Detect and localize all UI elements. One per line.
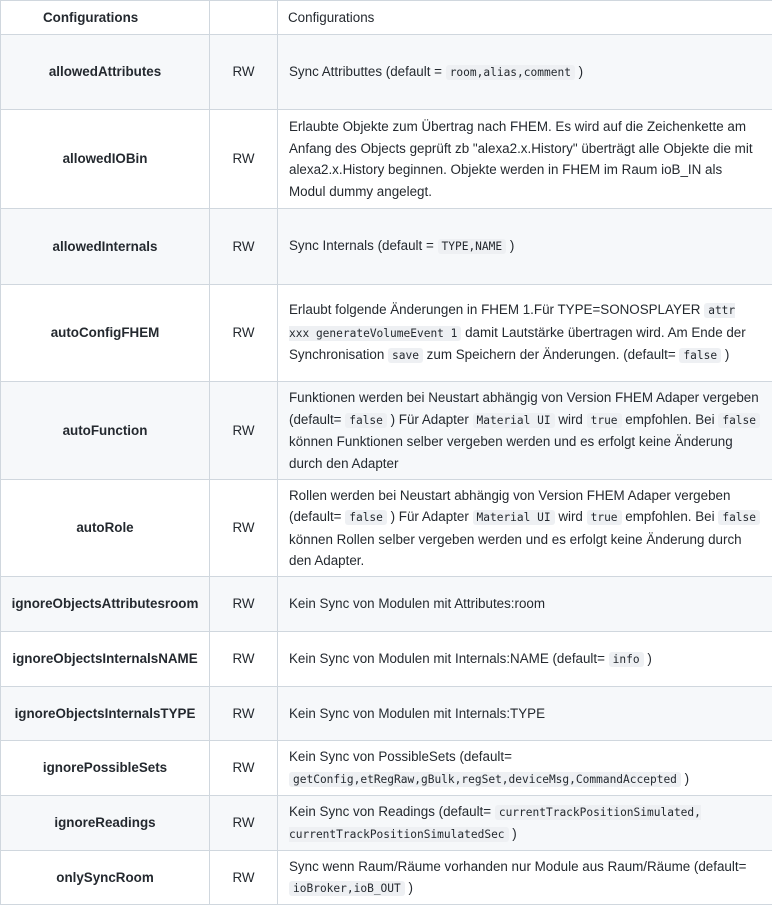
description-text: ) bbox=[506, 238, 515, 254]
config-name: ignoreReadings bbox=[1, 796, 210, 851]
description-text: Sync wenn Raum/Räume vorhanden nur Module aus Raum/Räume (default= bbox=[289, 858, 747, 874]
config-name: ignoreObjectsInternalsTYPE bbox=[1, 687, 210, 741]
description-text: Erlaubt folgende Änderungen in FHEM 1.Für TYPE=SONOSPLAYER bbox=[289, 302, 705, 318]
table-row bbox=[1, 796, 772, 851]
code-snippet: false bbox=[718, 510, 760, 525]
access-mode: RW bbox=[210, 285, 278, 382]
description-text: damit Lautstärke übertragen wird. Am Ende der Synchronisation bbox=[289, 324, 746, 363]
description-text: Funktionen werden bei Neustart abhängig von Version FHEM Adaper vergeben (default= bbox=[289, 390, 759, 427]
description-text: Erlaubte Objekte zum Übertrag nach FHEM. Es wird auf die Zeichenkette am Anfang des Objects geprüft zb "alexa2.x.History" überträgt alle Objekte die mit alexa2.x.History beginnen. Objekte werden in FHEM im Raum ioB_IN als Modul dummy angelegt. bbox=[289, 119, 753, 199]
code-snippet: true bbox=[587, 510, 622, 525]
description-text: Rollen werden bei Neustart abhängig von Version FHEM Adaper vergeben (default= bbox=[289, 487, 731, 524]
table-row bbox=[1, 480, 772, 577]
config-description bbox=[278, 480, 772, 577]
code-snippet: true bbox=[587, 413, 622, 428]
description-text: Kein Sync von Modulen mit Internals:NAME (default= bbox=[289, 650, 609, 666]
header-cell-name: Configurations bbox=[1, 1, 210, 35]
config-description bbox=[278, 35, 772, 110]
description-text: empfohlen. Bei bbox=[621, 411, 719, 427]
access-mode: RW bbox=[210, 741, 278, 796]
access-mode: RW bbox=[210, 35, 278, 110]
code-snippet: Material UI bbox=[473, 510, 555, 525]
header-row bbox=[1, 1, 772, 35]
config-name: allowedInternals bbox=[1, 209, 210, 285]
description-text: wird bbox=[554, 509, 587, 524]
config-description bbox=[278, 577, 772, 632]
access-mode: RW bbox=[210, 851, 278, 905]
description-text: wird bbox=[554, 411, 587, 427]
config-name: autoRole bbox=[1, 480, 210, 577]
header-cell-description: Configurations bbox=[278, 1, 772, 35]
table-row bbox=[1, 110, 772, 209]
code-snippet: getConfig,etRegRaw,gBulk,regSet,deviceMsg,CommandAccepted bbox=[289, 772, 681, 787]
access-mode: RW bbox=[210, 110, 278, 209]
description-text: ) bbox=[643, 650, 652, 666]
access-mode: RW bbox=[210, 209, 278, 285]
config-description bbox=[278, 796, 772, 851]
config-description bbox=[278, 741, 772, 796]
description-text: empfohlen. Bei bbox=[621, 509, 719, 524]
code-snippet: Material UI bbox=[473, 413, 555, 428]
table-row bbox=[1, 851, 772, 905]
code-snippet: attr xxx generateVolumeEvent 1 bbox=[289, 304, 736, 340]
description-text: Kein Sync von PossibleSets (default= bbox=[289, 749, 512, 764]
code-snippet: false bbox=[679, 348, 721, 363]
code-snippet: currentTrackPositionSimulated, currentTrackPositionSimulatedSec bbox=[289, 805, 701, 841]
description-text: ) Für Adapter bbox=[386, 411, 473, 427]
description-text: Kein Sync von Readings (default= bbox=[289, 803, 495, 819]
code-snippet: save bbox=[388, 348, 423, 363]
table-row bbox=[1, 577, 772, 632]
description-text: ) bbox=[404, 880, 413, 895]
table-row bbox=[1, 35, 772, 110]
config-description bbox=[278, 285, 772, 382]
description-text: Kein Sync von Modulen mit Internals:TYPE bbox=[289, 705, 546, 721]
config-name: autoConfigFHEM bbox=[1, 285, 210, 382]
config-name: ignorePossibleSets bbox=[1, 741, 210, 796]
config-name: onlySyncRoom bbox=[1, 851, 210, 905]
description-text: Sync Internals (default = bbox=[289, 238, 438, 254]
config-description bbox=[278, 687, 772, 741]
table-row bbox=[1, 632, 772, 687]
description-text: ) bbox=[574, 63, 584, 79]
config-name: autoFunction bbox=[1, 382, 210, 480]
code-snippet: false bbox=[718, 413, 760, 428]
config-description bbox=[278, 110, 772, 209]
code-snippet: info bbox=[609, 652, 644, 667]
access-mode: RW bbox=[210, 687, 278, 741]
description-text: Sync Attributtes (default = bbox=[289, 63, 446, 79]
config-description bbox=[278, 382, 772, 480]
code-snippet: TYPE,NAME bbox=[438, 239, 507, 254]
description-text: ) Für Adapter bbox=[386, 509, 473, 524]
header-cell-access bbox=[210, 1, 278, 35]
access-mode: RW bbox=[210, 382, 278, 480]
access-mode: RW bbox=[210, 796, 278, 851]
description-text: können Funktionen selber vergeben werden und es erfolgt keine Änderung durch den Adapter bbox=[289, 434, 733, 471]
config-description bbox=[278, 851, 772, 905]
table-row bbox=[1, 285, 772, 382]
description-text: ) bbox=[680, 770, 690, 786]
access-mode: RW bbox=[210, 577, 278, 632]
config-name: allowedAttributes bbox=[1, 35, 210, 110]
description-text: können Rollen selber vergeben werden und es erfolgt keine Änderung durch den Adapter. bbox=[289, 531, 742, 568]
code-snippet: false bbox=[345, 413, 387, 428]
description-text: Kein Sync von Modulen mit Attributes:room bbox=[289, 596, 546, 612]
config-description bbox=[278, 632, 772, 687]
code-snippet: false bbox=[345, 510, 387, 525]
description-text: zum Speichern der Änderungen. (default= bbox=[422, 347, 680, 363]
description-text: ) bbox=[721, 347, 730, 363]
table-row bbox=[1, 382, 772, 480]
table-row bbox=[1, 741, 772, 796]
access-mode: RW bbox=[210, 480, 278, 577]
config-name: ignoreObjectsInternalsNAME bbox=[1, 632, 210, 687]
table-row bbox=[1, 687, 772, 741]
config-name: allowedIOBin bbox=[1, 110, 210, 209]
code-snippet: room,alias,comment bbox=[446, 65, 575, 80]
description-text: ) bbox=[508, 826, 517, 841]
access-mode: RW bbox=[210, 632, 278, 687]
config-description bbox=[278, 209, 772, 285]
config-name: ignoreObjectsAttributesroom bbox=[1, 577, 210, 632]
table-row bbox=[1, 209, 772, 285]
code-snippet: ioBroker,ioB_OUT bbox=[289, 881, 405, 896]
